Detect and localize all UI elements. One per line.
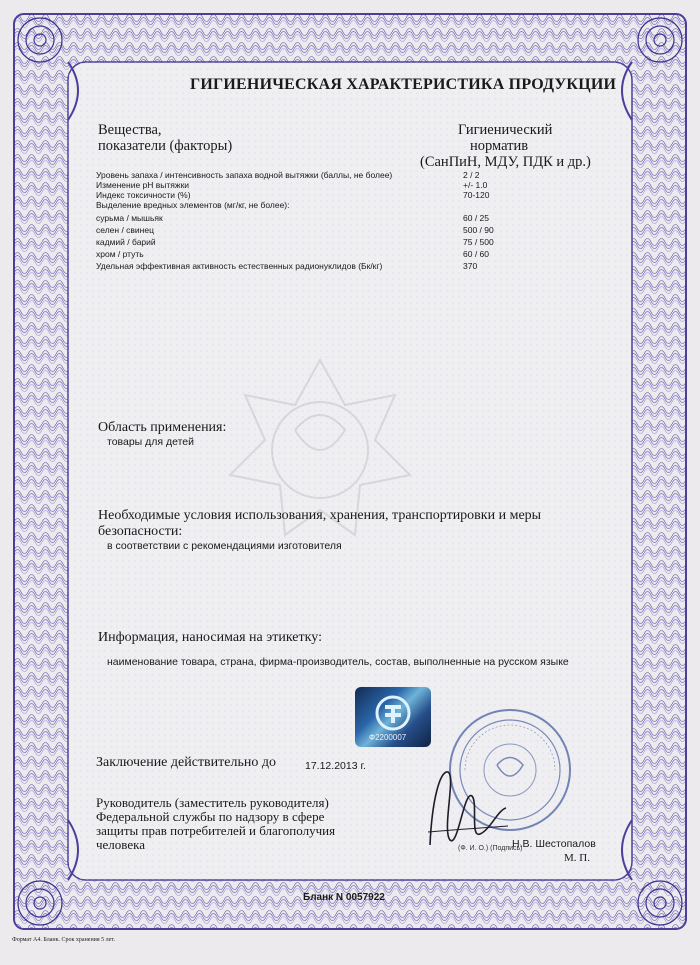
table-row-label: Уровень запаха / интенсивность запаха водной вытяжки (баллы, не более) (96, 170, 393, 180)
table-row-value: 70-120 (463, 190, 490, 200)
conditions-value: в соответствии с рекомендациями изготовителя (107, 540, 342, 552)
application-value: товары для детей (107, 436, 195, 448)
document-title: ГИГИЕНИЧЕСКАЯ ХАРАКТЕРИСТИКА ПРОДУКЦИИ (190, 76, 617, 93)
label-info-value: наименование товара, страна, фирма-производитель, состав, выполненные на русском языке (107, 656, 569, 668)
footer-note: Формат А4. Бланк. Срок хранения 5 лет. (12, 937, 115, 943)
signer-name: Н.В. Шестопалов (512, 838, 596, 850)
signer-hint: (Ф. И. О.) (Подпись) (458, 845, 523, 852)
table-row-value: 500 / 90 (463, 225, 494, 235)
table-row-label: Выделение вредных элементов (мг/кг, не более): (96, 200, 290, 210)
table-row-label: селен / свинец (96, 225, 154, 235)
blank-number: Бланк N 0057922 (303, 892, 385, 903)
validity-label: Заключение действительно до (96, 755, 276, 770)
application-label: Область применения: (98, 420, 227, 435)
head-title-line-2: Федеральной службы по надзору в сфере (96, 809, 325, 824)
hologram-code: Ф2200007 (369, 733, 407, 742)
table-row-label: Индекс токсичности (%) (96, 190, 191, 200)
table-row-label: Удельная эффективная активность естественных радионуклидов (Бк/кг) (96, 261, 383, 271)
substances-header-line-2: показатели (факторы) (98, 138, 233, 154)
table-row-label: сурьма / мышьяк (96, 213, 163, 223)
head-title-line-1: Руководитель (заместитель руководителя) (96, 795, 329, 810)
table-row-label: кадмий / барий (96, 237, 156, 247)
table-row-label: Изменение рН вытяжки (96, 180, 190, 190)
conditions-label-line-1: Необходимые условия использования, хранения, транспортировки и меры (98, 508, 542, 523)
norm-header-line-2: норматив (470, 138, 529, 154)
table-row-value: 2 / 2 (463, 170, 480, 180)
validity-date: 17.12.2013 г. (305, 760, 366, 772)
label-info-label: Информация, наносимая на этикетку: (98, 630, 322, 645)
head-title-line-3: защиты прав потребителей и благополучия (96, 823, 336, 838)
signature-scribble (420, 760, 510, 855)
norm-header-line-1: Гигиенический (458, 122, 553, 138)
hologram-sticker (355, 687, 431, 747)
table-row-value: 75 / 500 (463, 237, 494, 247)
seal-place-mark: М. П. (564, 852, 590, 864)
conditions-label-line-2: безопасности: (98, 524, 183, 539)
table-row-value: 60 / 60 (463, 249, 489, 259)
table-row-label: хром / ртуть (96, 249, 144, 259)
head-title-line-4: человека (96, 837, 146, 852)
table-row-value: +/- 1.0 (463, 180, 488, 190)
substances-header-line-1: Вещества, (98, 122, 162, 138)
table-row-value: 370 (463, 261, 478, 271)
norm-header-line-3: (СанПиН, МДУ, ПДК и др.) (420, 154, 591, 170)
table-row-value: 60 / 25 (463, 213, 489, 223)
